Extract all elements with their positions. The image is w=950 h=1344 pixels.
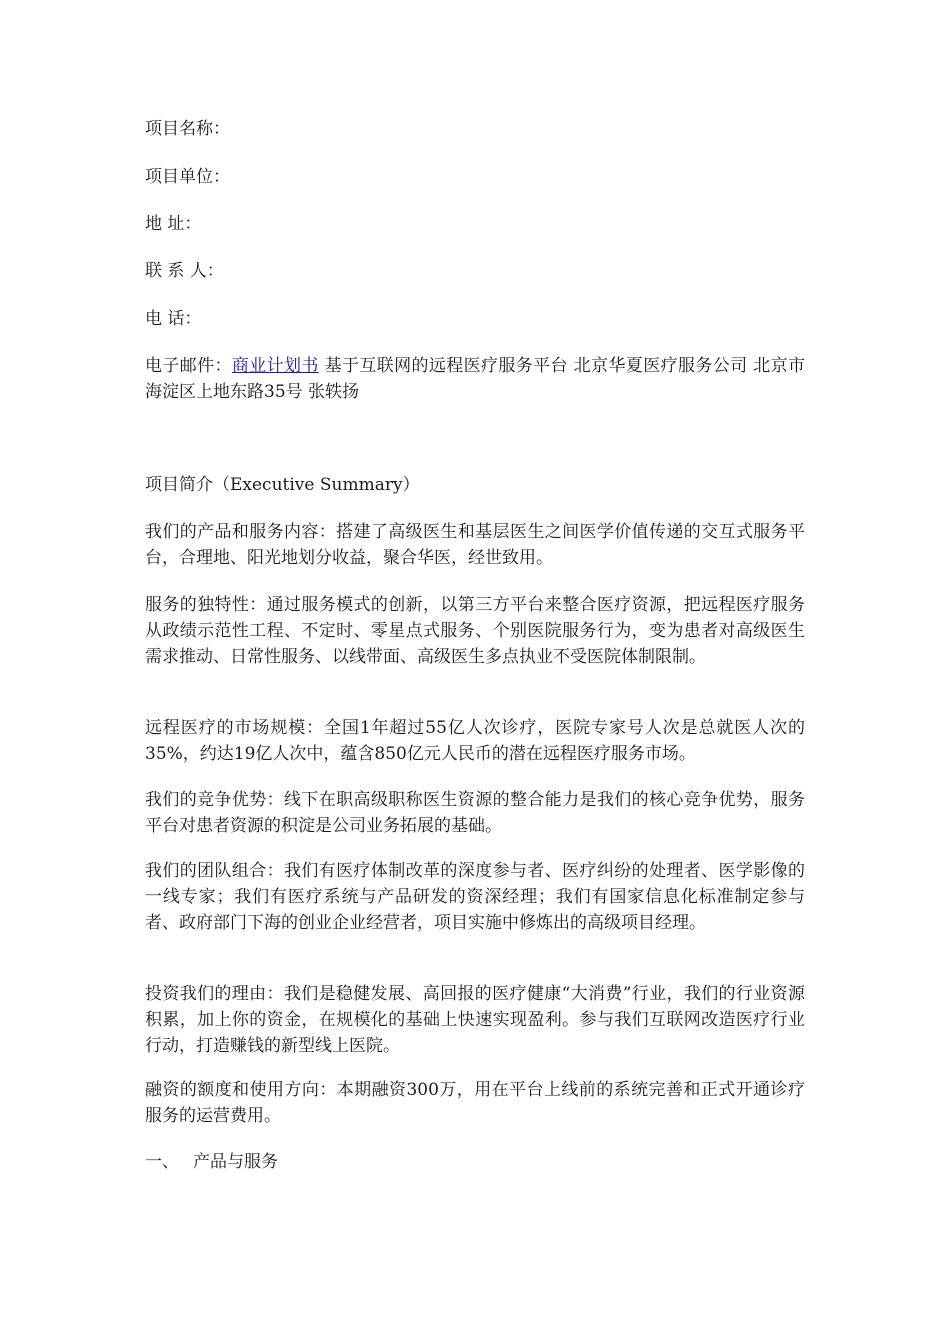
summary-paragraph-uniqueness: 服务的独特性：通过服务模式的创新，以第三方平台来整合医疗资源，把远程医疗服务从政绩示范性工程、不定时、零星点式服务、个别医院服务行为，变为患者对高级医生需求推动、日常性服务、以线带面、高级医生多点执业不受医院体制限制。 — [145, 595, 805, 667]
field-phone: 电 话： — [145, 309, 202, 329]
business-plan-link[interactable]: 商业计划书 — [231, 356, 319, 376]
summary-paragraph-team: 我们的团队组合：我们有医疗体制改革的深度参与者、医疗纠纷的处理者、医学影像的一线专家；我们有医疗系统与产品研发的资深经理；我们有国家信息化标准制定参与者、政府部门下海的创业企业经营者，项目实施中修炼出的高级项目经理。 — [145, 861, 805, 933]
section-heading — [145, 1149, 278, 1175]
field-project-name: 项目名称： — [145, 119, 230, 139]
summary-paragraph-market: 远程医疗的市场规模：全国1年超过55亿人次诊疗，医院专家号人次是总就医人次的35%，约达19亿人次中，蕴含850亿元人民币的潜在远程医疗服务市场。 — [145, 718, 805, 764]
section-number: 一、 — [145, 1152, 179, 1172]
summary-paragraph-advantage: 我们的竞争优势：线下在职高级职称医生资源的整合能力是我们的核心竞争优势，服务平台对患者资源的积淀是公司业务拓展的基础。 — [145, 790, 805, 836]
field-contact: 联 系 人： — [145, 261, 224, 281]
field-email — [145, 353, 805, 405]
summary-paragraph-financing: 融资的额度和使用方向：本期融资300万，用在平台上线前的系统完善和正式开通诊疗服务的运营费用。 — [145, 1080, 805, 1126]
summary-paragraph-invest-reason: 投资我们的理由：我们是稳健发展、高回报的医疗健康“大消费”行业，我们的行业资源积累，加上你的资金，在规模化的基础上快速实现盈利。参与我们互联网改造医疗行业行动，打造赚钱的新型线上医院。 — [145, 984, 805, 1056]
summary-title: 项目简介（Executive Summary） — [145, 475, 420, 495]
summary-paragraph-product: 我们的产品和服务内容：搭建了高级医生和基层医生之间医学价值传递的交互式服务平台，合理地、阳光地划分收益，聚合华医，经世致用。 — [145, 522, 805, 568]
email-rest: 基于互联网的远程医疗服务平台 北京华夏医疗服务公司 北京市海淀区上地东路35号 张轶扬 — [145, 356, 806, 402]
email-label: 电子邮件： — [145, 356, 232, 376]
section-title: 产品与服务 — [193, 1152, 278, 1172]
field-project-unit: 项目单位： — [145, 167, 230, 187]
field-address: 地 址： — [145, 214, 202, 234]
